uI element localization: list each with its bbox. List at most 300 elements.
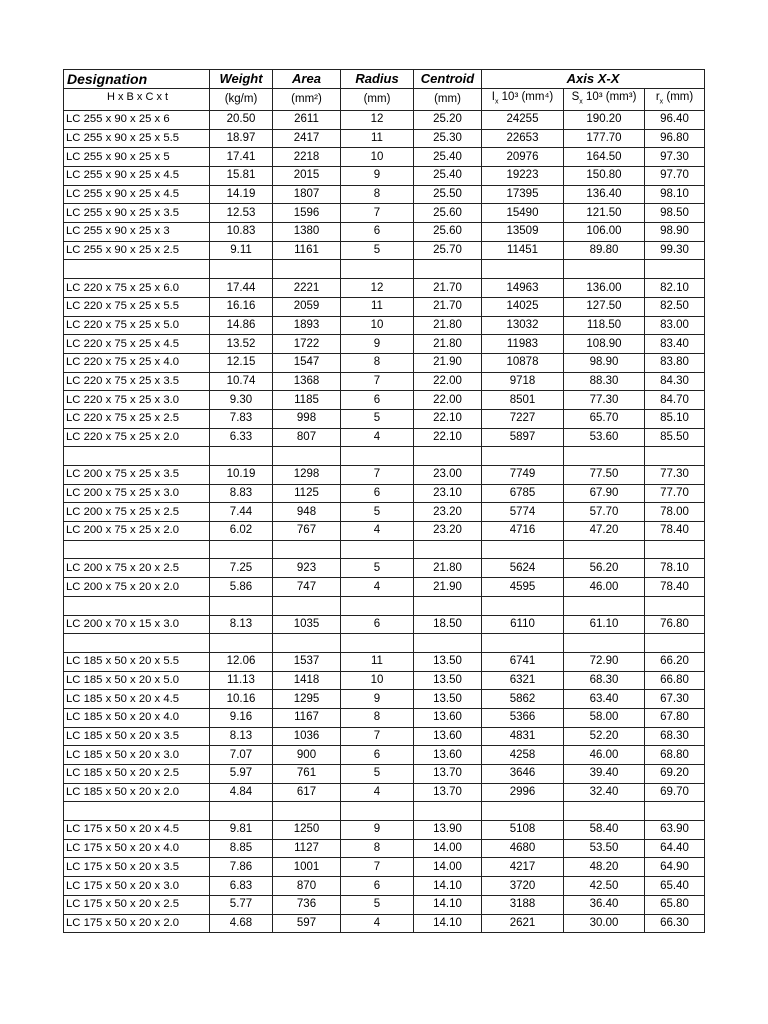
- table-row: [64, 391, 705, 410]
- weight-cell: 7.83: [210, 409, 273, 428]
- centroid-cell: 13.60: [414, 727, 482, 746]
- centroid-cell: 21.70: [414, 297, 482, 316]
- table-row: [64, 895, 705, 914]
- radius-cell: 6: [341, 746, 414, 765]
- table-row: [64, 185, 705, 204]
- ix-cell: 5897: [482, 428, 564, 447]
- radius-cell: 4: [341, 428, 414, 447]
- rx-cell: 78.10: [645, 559, 705, 578]
- weight-cell: 8.83: [210, 484, 273, 503]
- rx-cell: 97.30: [645, 148, 705, 167]
- spacer-row: [64, 596, 705, 615]
- designation-cell: LC 200 x 75 x 25 x 2.0: [64, 522, 210, 541]
- area-cell: 1125: [273, 484, 341, 503]
- designation-cell: LC 220 x 75 x 25 x 3.5: [64, 372, 210, 391]
- centroid-cell: 23.10: [414, 484, 482, 503]
- area-cell: 870: [273, 877, 341, 896]
- weight-cell: 14.19: [210, 185, 273, 204]
- centroid-cell: 22.00: [414, 391, 482, 410]
- designation-cell: LC 200 x 75 x 20 x 2.0: [64, 578, 210, 597]
- spacer-cell: [341, 540, 414, 559]
- spacer-cell: [482, 802, 564, 821]
- designation-cell: LC 220 x 75 x 25 x 5.5: [64, 297, 210, 316]
- spacer-row: [64, 802, 705, 821]
- designation-header: Designation: [64, 70, 210, 89]
- radius-cell: 5: [341, 765, 414, 784]
- designation-cell: LC 255 x 90 x 25 x 2.5: [64, 241, 210, 260]
- area-cell: 2221: [273, 279, 341, 298]
- spacer-cell: [414, 540, 482, 559]
- centroid-cell: 25.40: [414, 148, 482, 167]
- table-row: [64, 708, 705, 727]
- designation-cell: LC 255 x 90 x 25 x 6: [64, 110, 210, 129]
- table-row: [64, 167, 705, 186]
- centroid-cell: 25.60: [414, 223, 482, 242]
- designation-cell: LC 175 x 50 x 20 x 4.5: [64, 821, 210, 840]
- sx-cell: 127.50: [564, 297, 645, 316]
- radius-cell: 7: [341, 372, 414, 391]
- radius-cell: 9: [341, 167, 414, 186]
- designation-cell: LC 185 x 50 x 20 x 3.5: [64, 727, 210, 746]
- weight-cell: 6.83: [210, 877, 273, 896]
- designation-cell: LC 185 x 50 x 20 x 2.5: [64, 765, 210, 784]
- ix-cell: 10878: [482, 353, 564, 372]
- table-row: [64, 204, 705, 223]
- spacer-cell: [645, 447, 705, 466]
- designation-cell: LC 175 x 50 x 20 x 2.0: [64, 914, 210, 933]
- area-cell: 2218: [273, 148, 341, 167]
- ix-cell: 2996: [482, 783, 564, 802]
- designation-cell: LC 220 x 75 x 25 x 2.5: [64, 409, 210, 428]
- table-row: [64, 746, 705, 765]
- spacer-cell: [645, 260, 705, 279]
- ix-cell: 4595: [482, 578, 564, 597]
- spacer-cell: [414, 260, 482, 279]
- spacer-row: [64, 260, 705, 279]
- sx-cell: 190.20: [564, 110, 645, 129]
- designation-cell: LC 220 x 75 x 25 x 4.5: [64, 335, 210, 354]
- ix-cell: 13509: [482, 223, 564, 242]
- ix-cell: 24255: [482, 110, 564, 129]
- radius-cell: 6: [341, 391, 414, 410]
- radius-cell: 5: [341, 241, 414, 260]
- rx-cell: 97.70: [645, 167, 705, 186]
- rx-cell: 77.70: [645, 484, 705, 503]
- weight-cell: 9.16: [210, 708, 273, 727]
- radius-cell: 5: [341, 503, 414, 522]
- sx-cell: 52.20: [564, 727, 645, 746]
- ix-cell: 5774: [482, 503, 564, 522]
- radius-cell: 5: [341, 559, 414, 578]
- spacer-cell: [210, 447, 273, 466]
- ix-cell: 15490: [482, 204, 564, 223]
- radius-cell: 11: [341, 129, 414, 148]
- table-row: [64, 428, 705, 447]
- section-properties-sheet: [63, 69, 705, 933]
- spacer-cell: [341, 596, 414, 615]
- sx-cell: 61.10: [564, 615, 645, 634]
- designation-cell: LC 185 x 50 x 20 x 3.0: [64, 746, 210, 765]
- sx-cell: 121.50: [564, 204, 645, 223]
- radius-cell: 5: [341, 895, 414, 914]
- weight-cell: 5.77: [210, 895, 273, 914]
- ix-cell: 5366: [482, 708, 564, 727]
- spacer-cell: [645, 802, 705, 821]
- ix-cell: 9718: [482, 372, 564, 391]
- spacer-cell: [273, 802, 341, 821]
- centroid-cell: 23.00: [414, 466, 482, 485]
- area-cell: 1893: [273, 316, 341, 335]
- sx-rest: 10³ (mm³): [582, 90, 637, 103]
- sx-cell: 65.70: [564, 409, 645, 428]
- rx-cell: 65.40: [645, 877, 705, 896]
- designation-cell: LC 185 x 50 x 20 x 4.0: [64, 708, 210, 727]
- weight-cell: 7.86: [210, 858, 273, 877]
- spacer-cell: [341, 260, 414, 279]
- spacer-cell: [64, 802, 210, 821]
- spacer-cell: [210, 540, 273, 559]
- centroid-cell: 21.90: [414, 578, 482, 597]
- ix-cell: 11983: [482, 335, 564, 354]
- centroid-cell: 23.20: [414, 503, 482, 522]
- table-row: [64, 858, 705, 877]
- spacer-cell: [273, 596, 341, 615]
- sx-cell: 57.70: [564, 503, 645, 522]
- area-cell: 1161: [273, 241, 341, 260]
- centroid-cell: 25.40: [414, 167, 482, 186]
- area-cell: 2015: [273, 167, 341, 186]
- spacer-cell: [564, 260, 645, 279]
- ix-cell: 6321: [482, 671, 564, 690]
- ix-rest: 10³ (mm⁴): [498, 90, 554, 103]
- radius-cell: 7: [341, 727, 414, 746]
- table-body: [64, 110, 705, 932]
- centroid-cell: 25.70: [414, 241, 482, 260]
- spacer-cell: [273, 447, 341, 466]
- designation-cell: LC 200 x 75 x 25 x 3.0: [64, 484, 210, 503]
- radius-cell: 4: [341, 783, 414, 802]
- spacer-cell: [273, 634, 341, 653]
- rx-cell: 85.50: [645, 428, 705, 447]
- weight-cell: 9.11: [210, 241, 273, 260]
- table-row: [64, 297, 705, 316]
- spacer-cell: [482, 447, 564, 466]
- rx-unit: [645, 88, 705, 110]
- area-cell: 1380: [273, 223, 341, 242]
- weight-cell: 7.44: [210, 503, 273, 522]
- area-cell: 767: [273, 522, 341, 541]
- rx-cell: 83.00: [645, 316, 705, 335]
- weight-cell: 6.02: [210, 522, 273, 541]
- rx-cell: 84.70: [645, 391, 705, 410]
- radius-cell: 5: [341, 409, 414, 428]
- table-row: [64, 279, 705, 298]
- designation-cell: LC 175 x 50 x 20 x 2.5: [64, 895, 210, 914]
- centroid-cell: 13.70: [414, 783, 482, 802]
- centroid-cell: 13.60: [414, 746, 482, 765]
- table-row: [64, 522, 705, 541]
- weight-unit: (kg/m): [210, 88, 273, 110]
- weight-cell: 5.97: [210, 765, 273, 784]
- table-row: [64, 559, 705, 578]
- sx-cell: 77.50: [564, 466, 645, 485]
- radius-cell: 9: [341, 335, 414, 354]
- table-row: [64, 727, 705, 746]
- sx-cell: 30.00: [564, 914, 645, 933]
- designation-subheader: H x B x C x t: [64, 88, 210, 110]
- area-cell: 1185: [273, 391, 341, 410]
- rx-cell: 68.80: [645, 746, 705, 765]
- spacer-cell: [210, 596, 273, 615]
- rx-cell: 66.30: [645, 914, 705, 933]
- centroid-cell: 22.10: [414, 428, 482, 447]
- radius-cell: 11: [341, 297, 414, 316]
- radius-header: Radius: [341, 70, 414, 89]
- ix-cell: 7749: [482, 466, 564, 485]
- rx-cell: 67.30: [645, 690, 705, 709]
- centroid-cell: 13.50: [414, 652, 482, 671]
- spacer-cell: [414, 596, 482, 615]
- ix-cell: 14963: [482, 279, 564, 298]
- centroid-cell: 13.60: [414, 708, 482, 727]
- weight-cell: 8.13: [210, 727, 273, 746]
- rx-cell: 69.20: [645, 765, 705, 784]
- table-row: [64, 671, 705, 690]
- radius-cell: 6: [341, 877, 414, 896]
- spacer-cell: [341, 634, 414, 653]
- table-row: [64, 223, 705, 242]
- sx-subscript: x: [579, 97, 583, 105]
- weight-header: Weight: [210, 70, 273, 89]
- spacer-cell: [64, 634, 210, 653]
- spacer-cell: [645, 540, 705, 559]
- centroid-header: Centroid: [414, 70, 482, 89]
- spacer-cell: [64, 596, 210, 615]
- weight-cell: 18.97: [210, 129, 273, 148]
- table-row: [64, 877, 705, 896]
- designation-cell: LC 175 x 50 x 20 x 3.5: [64, 858, 210, 877]
- ix-cell: 3720: [482, 877, 564, 896]
- weight-cell: 11.13: [210, 671, 273, 690]
- ix-cell: 6110: [482, 615, 564, 634]
- spacer-row: [64, 447, 705, 466]
- table-row: [64, 372, 705, 391]
- radius-cell: 7: [341, 858, 414, 877]
- sx-cell: 77.30: [564, 391, 645, 410]
- weight-cell: 5.86: [210, 578, 273, 597]
- rx-cell: 65.80: [645, 895, 705, 914]
- radius-cell: 10: [341, 316, 414, 335]
- centroid-cell: 13.50: [414, 671, 482, 690]
- radius-cell: 11: [341, 652, 414, 671]
- designation-cell: LC 185 x 50 x 20 x 5.5: [64, 652, 210, 671]
- radius-cell: 6: [341, 615, 414, 634]
- centroid-cell: 14.00: [414, 839, 482, 858]
- spacer-cell: [482, 634, 564, 653]
- weight-cell: 4.68: [210, 914, 273, 933]
- table-row: [64, 110, 705, 129]
- centroid-cell: 25.30: [414, 129, 482, 148]
- radius-cell: 6: [341, 223, 414, 242]
- centroid-cell: 25.60: [414, 204, 482, 223]
- sx-cell: 48.20: [564, 858, 645, 877]
- ix-cell: 4258: [482, 746, 564, 765]
- ix-cell: 4217: [482, 858, 564, 877]
- area-cell: 761: [273, 765, 341, 784]
- designation-cell: LC 185 x 50 x 20 x 5.0: [64, 671, 210, 690]
- rx-cell: 83.80: [645, 353, 705, 372]
- spacer-cell: [273, 540, 341, 559]
- spacer-cell: [414, 634, 482, 653]
- spacer-cell: [64, 260, 210, 279]
- designation-cell: LC 175 x 50 x 20 x 3.0: [64, 877, 210, 896]
- ix-cell: 4716: [482, 522, 564, 541]
- ix-cell: 7227: [482, 409, 564, 428]
- centroid-cell: 25.20: [414, 110, 482, 129]
- section-properties-table: [63, 69, 705, 933]
- area-cell: 948: [273, 503, 341, 522]
- rx-cell: 78.00: [645, 503, 705, 522]
- designation-cell: LC 255 x 90 x 25 x 3: [64, 223, 210, 242]
- area-cell: 807: [273, 428, 341, 447]
- ix-symbol: I: [491, 90, 495, 103]
- sx-cell: 46.00: [564, 578, 645, 597]
- rx-cell: 78.40: [645, 578, 705, 597]
- weight-cell: 8.85: [210, 839, 273, 858]
- centroid-cell: 21.80: [414, 559, 482, 578]
- ix-cell: 19223: [482, 167, 564, 186]
- weight-cell: 8.13: [210, 615, 273, 634]
- sx-cell: 88.30: [564, 372, 645, 391]
- rx-cell: 98.10: [645, 185, 705, 204]
- sx-cell: 32.40: [564, 783, 645, 802]
- radius-cell: 6: [341, 484, 414, 503]
- area-unit: (mm²): [273, 88, 341, 110]
- ix-cell: 2621: [482, 914, 564, 933]
- weight-cell: 12.15: [210, 353, 273, 372]
- spacer-row: [64, 634, 705, 653]
- radius-cell: 8: [341, 708, 414, 727]
- weight-cell: 12.53: [210, 204, 273, 223]
- area-cell: 1036: [273, 727, 341, 746]
- centroid-cell: 18.50: [414, 615, 482, 634]
- centroid-cell: 13.90: [414, 821, 482, 840]
- ix-cell: 8501: [482, 391, 564, 410]
- rx-symbol: r: [655, 90, 660, 103]
- area-cell: 1295: [273, 690, 341, 709]
- area-cell: 998: [273, 409, 341, 428]
- ix-cell: 3646: [482, 765, 564, 784]
- spacer-cell: [341, 802, 414, 821]
- spacer-cell: [414, 802, 482, 821]
- ix-cell: 3188: [482, 895, 564, 914]
- designation-cell: LC 255 x 90 x 25 x 5: [64, 148, 210, 167]
- area-cell: 617: [273, 783, 341, 802]
- spacer-cell: [564, 540, 645, 559]
- centroid-cell: 13.50: [414, 690, 482, 709]
- sx-cell: 106.00: [564, 223, 645, 242]
- radius-cell: 9: [341, 821, 414, 840]
- table-row: [64, 765, 705, 784]
- rx-cell: 98.50: [645, 204, 705, 223]
- sx-cell: 136.00: [564, 279, 645, 298]
- ix-unit: [482, 88, 564, 110]
- sx-cell: 164.50: [564, 148, 645, 167]
- centroid-cell: 14.00: [414, 858, 482, 877]
- area-cell: 1127: [273, 839, 341, 858]
- ix-subscript: x: [494, 97, 499, 105]
- radius-cell: 7: [341, 204, 414, 223]
- table-row: [64, 652, 705, 671]
- table-row: [64, 316, 705, 335]
- sx-cell: 58.40: [564, 821, 645, 840]
- weight-cell: 15.81: [210, 167, 273, 186]
- table-row: [64, 839, 705, 858]
- sx-cell: 68.30: [564, 671, 645, 690]
- table-row: [64, 129, 705, 148]
- radius-cell: 8: [341, 839, 414, 858]
- designation-cell: LC 200 x 75 x 20 x 2.5: [64, 559, 210, 578]
- designation-cell: LC 220 x 75 x 25 x 4.0: [64, 353, 210, 372]
- spacer-cell: [341, 447, 414, 466]
- rx-cell: 96.80: [645, 129, 705, 148]
- area-cell: 1001: [273, 858, 341, 877]
- area-cell: 1250: [273, 821, 341, 840]
- weight-cell: 7.07: [210, 746, 273, 765]
- ix-cell: 4680: [482, 839, 564, 858]
- table-row: [64, 783, 705, 802]
- radius-cell: 7: [341, 466, 414, 485]
- centroid-cell: 23.20: [414, 522, 482, 541]
- spacer-cell: [645, 634, 705, 653]
- centroid-cell: 14.10: [414, 877, 482, 896]
- area-cell: 1035: [273, 615, 341, 634]
- spacer-cell: [64, 447, 210, 466]
- rx-rest: (mm): [663, 90, 694, 103]
- spacer-cell: [564, 447, 645, 466]
- rx-cell: 98.90: [645, 223, 705, 242]
- table-row: [64, 353, 705, 372]
- sx-cell: 47.20: [564, 522, 645, 541]
- sx-cell: 42.50: [564, 877, 645, 896]
- centroid-cell: 21.90: [414, 353, 482, 372]
- header-row: [64, 70, 705, 89]
- ix-cell: 11451: [482, 241, 564, 260]
- ix-cell: 4831: [482, 727, 564, 746]
- area-cell: 736: [273, 895, 341, 914]
- sx-cell: 36.40: [564, 895, 645, 914]
- ix-cell: 20976: [482, 148, 564, 167]
- centroid-cell: 21.80: [414, 316, 482, 335]
- table-row: [64, 148, 705, 167]
- spacer-cell: [414, 447, 482, 466]
- sx-cell: 98.90: [564, 353, 645, 372]
- spacer-cell: [210, 634, 273, 653]
- weight-cell: 9.30: [210, 391, 273, 410]
- table-row: [64, 241, 705, 260]
- designation-cell: LC 200 x 75 x 25 x 3.5: [64, 466, 210, 485]
- rx-cell: 63.90: [645, 821, 705, 840]
- area-cell: 1596: [273, 204, 341, 223]
- designation-cell: LC 220 x 75 x 25 x 2.0: [64, 428, 210, 447]
- designation-cell: LC 255 x 90 x 25 x 5.5: [64, 129, 210, 148]
- weight-cell: 9.81: [210, 821, 273, 840]
- centroid-cell: 13.70: [414, 765, 482, 784]
- units-row: [64, 88, 705, 110]
- radius-cell: 10: [341, 671, 414, 690]
- area-cell: 597: [273, 914, 341, 933]
- sx-cell: 108.90: [564, 335, 645, 354]
